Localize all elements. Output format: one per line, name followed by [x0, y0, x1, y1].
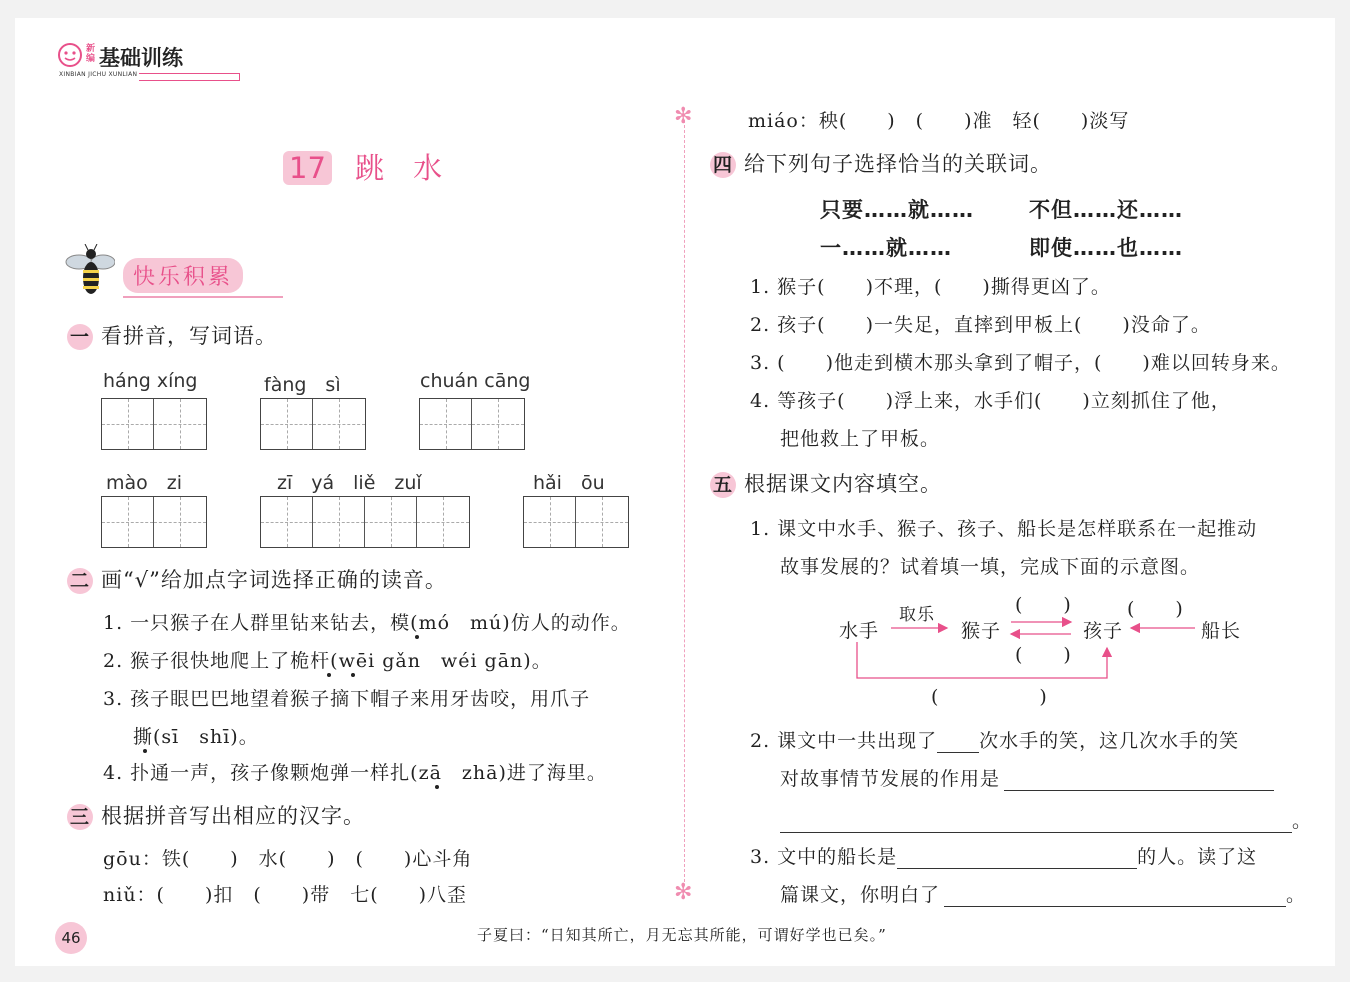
banner-underline [123, 296, 283, 298]
question-line: 4. 等孩子( )浮上来，水手们( )立刻抓住了他， [750, 390, 1231, 412]
logo-new-label: 新编 [86, 44, 96, 64]
pinyin-label: chuán cāng [420, 370, 531, 392]
section-2-title: 画“√”给加点字词选择正确的读音。 [101, 568, 447, 592]
question-line: 2. 猴子很快地爬上了桅杆(wēi gǎn wéi gān)。 [103, 650, 552, 672]
answer-blank[interactable] [897, 846, 1137, 869]
bee-icon [65, 244, 115, 302]
question-line: 1. 一只猴子在人群里钻来钻去，模(mó mú)仿人的动作。 [103, 612, 631, 634]
writing-grid[interactable] [101, 398, 207, 450]
writing-grid[interactable] [419, 398, 525, 450]
question-line: 故事发展的？试着填一填，完成下面的示意图。 [780, 556, 1201, 578]
q2-part-c: 对故事情节发展的作用是 [780, 768, 1001, 790]
logo-title: 基础训练 [99, 46, 183, 70]
diagram-blank-right[interactable]: ( ) [1127, 598, 1184, 620]
emphasis-dot [143, 749, 147, 753]
conjunction-option: 即使……也…… [1029, 236, 1183, 260]
section-2-number: 二 [67, 568, 93, 594]
answer-blank[interactable] [937, 730, 979, 753]
question-line [780, 880, 1306, 907]
section-5-heading [710, 468, 942, 498]
emphasis-dot [327, 673, 331, 677]
emphasis-dot [435, 785, 439, 789]
logo-underline [139, 73, 240, 81]
question-line: miáo：秧( ) ( )准 轻( )淡写 [748, 110, 1130, 132]
q2-part-a: 2. 课文中一共出现了 [750, 730, 938, 752]
answer-blank[interactable] [780, 810, 1292, 833]
diagram-node-monkey: 猴子 [961, 620, 1002, 642]
logo-mascot-icon [57, 42, 83, 68]
question-line: 撕(sī shī)。 [133, 726, 259, 748]
question-line [750, 842, 1257, 869]
writing-grid[interactable] [523, 496, 629, 548]
question-line: niǔ：( )扣 ( )带 七( )八歪 [103, 884, 468, 906]
section-4-title: 给下列句子选择恰当的关联词。 [744, 152, 1052, 176]
section-4-heading [710, 148, 1052, 178]
writing-grid[interactable] [260, 496, 470, 548]
section-5-title: 根据课文内容填空。 [744, 472, 942, 496]
answer-blank[interactable] [944, 884, 1286, 907]
question-line: 3. ( )他走到横木那头拿到了帽子，( )难以回转身来。 [750, 352, 1291, 374]
workbook-page [15, 18, 1335, 966]
question-line: 4. 扑通一声，孩子像颗炮弹一样扎(zā zhā)进了海里。 [103, 762, 607, 784]
q3-part-a: 3. 文中的船长是 [750, 846, 898, 868]
lesson-name: 跳 水 [355, 151, 443, 185]
answer-blank[interactable] [1004, 768, 1274, 791]
pinyin-label: hǎi ōu [533, 472, 605, 494]
writing-grid[interactable] [101, 496, 207, 548]
center-divider [684, 120, 685, 882]
q2-end: 。 [1292, 810, 1313, 832]
logo-pinyin: XINBIAN JICHU XUNLIAN [59, 71, 138, 78]
question-line: 1. 课文中水手、猴子、孩子、船长是怎样联系在一起推动 [750, 518, 1258, 540]
section-1-number: 一 [67, 324, 93, 350]
section-4-number: 四 [710, 152, 736, 178]
q3-part-c: 篇课文，你明白了 [780, 884, 941, 906]
q3-end: 。 [1286, 884, 1307, 906]
section-3-heading [67, 800, 365, 830]
diagram-blank-long[interactable]: ( ) [931, 686, 1048, 708]
section-1-heading [67, 320, 277, 350]
section-banner [65, 244, 255, 304]
star-icon: ✻ [674, 880, 693, 905]
star-icon: ✻ [674, 104, 693, 129]
question-line: 把他救上了甲板。 [780, 428, 941, 450]
pinyin-label: háng xíng [103, 370, 198, 392]
diagram-blank-bottom[interactable]: ( ) [1015, 644, 1072, 666]
diagram-label-fun: 取乐 [899, 605, 935, 625]
lesson-number: 17 [283, 151, 332, 185]
conjunction-option: 一……就…… [820, 236, 952, 260]
conjunction-option: 只要……就…… [820, 198, 974, 222]
question-line [780, 806, 1312, 833]
lesson-title [283, 146, 442, 187]
diagram-node-sailor: 水手 [839, 620, 880, 642]
footer-quote: 子夏曰：“日知其所亡，月无忘其所能，可谓好学也已矣。” [477, 926, 887, 944]
question-line: 1. 猴子( )不理，( )撕得更凶了。 [750, 276, 1111, 298]
conjunction-option: 不但……还…… [1029, 198, 1183, 222]
question-line: 2. 孩子( )一失足，直摔到甲板上( )没命了。 [750, 314, 1211, 336]
question-line [780, 764, 1274, 791]
writing-grid[interactable] [260, 398, 366, 450]
diagram-node-child: 孩子 [1083, 620, 1124, 642]
diagram-blank-top[interactable]: ( ) [1015, 594, 1072, 616]
pinyin-label: zī yá liě zuǐ [277, 472, 422, 494]
emphasis-dot [415, 635, 419, 639]
section-3-number: 三 [67, 804, 93, 830]
pinyin-label: mào zi [106, 472, 183, 494]
q3-part-b: 的人。读了这 [1137, 846, 1258, 868]
banner-label: 快乐积累 [123, 258, 243, 293]
question-line [750, 726, 1239, 753]
section-1-title: 看拼音，写词语。 [101, 324, 277, 348]
section-3-title: 根据拼音写出相应的汉字。 [101, 804, 365, 828]
diagram-node-captain: 船长 [1201, 620, 1242, 642]
question-line: 3. 孩子眼巴巴地望着猴子摘下帽子来用牙齿咬，用爪子 [103, 688, 591, 710]
section-2-heading [67, 564, 447, 594]
logo [57, 40, 217, 84]
relationship-diagram [835, 590, 1255, 710]
page-number: 46 [55, 922, 87, 954]
question-line: gōu：铁( ) 水( ) ( )心斗角 [103, 848, 473, 870]
q2-part-b: 次水手的笑，这几次水手的笑 [979, 730, 1240, 752]
section-5-number: 五 [710, 472, 736, 498]
pinyin-label: fàng sì [264, 374, 341, 396]
emphasis-dot [351, 673, 355, 677]
